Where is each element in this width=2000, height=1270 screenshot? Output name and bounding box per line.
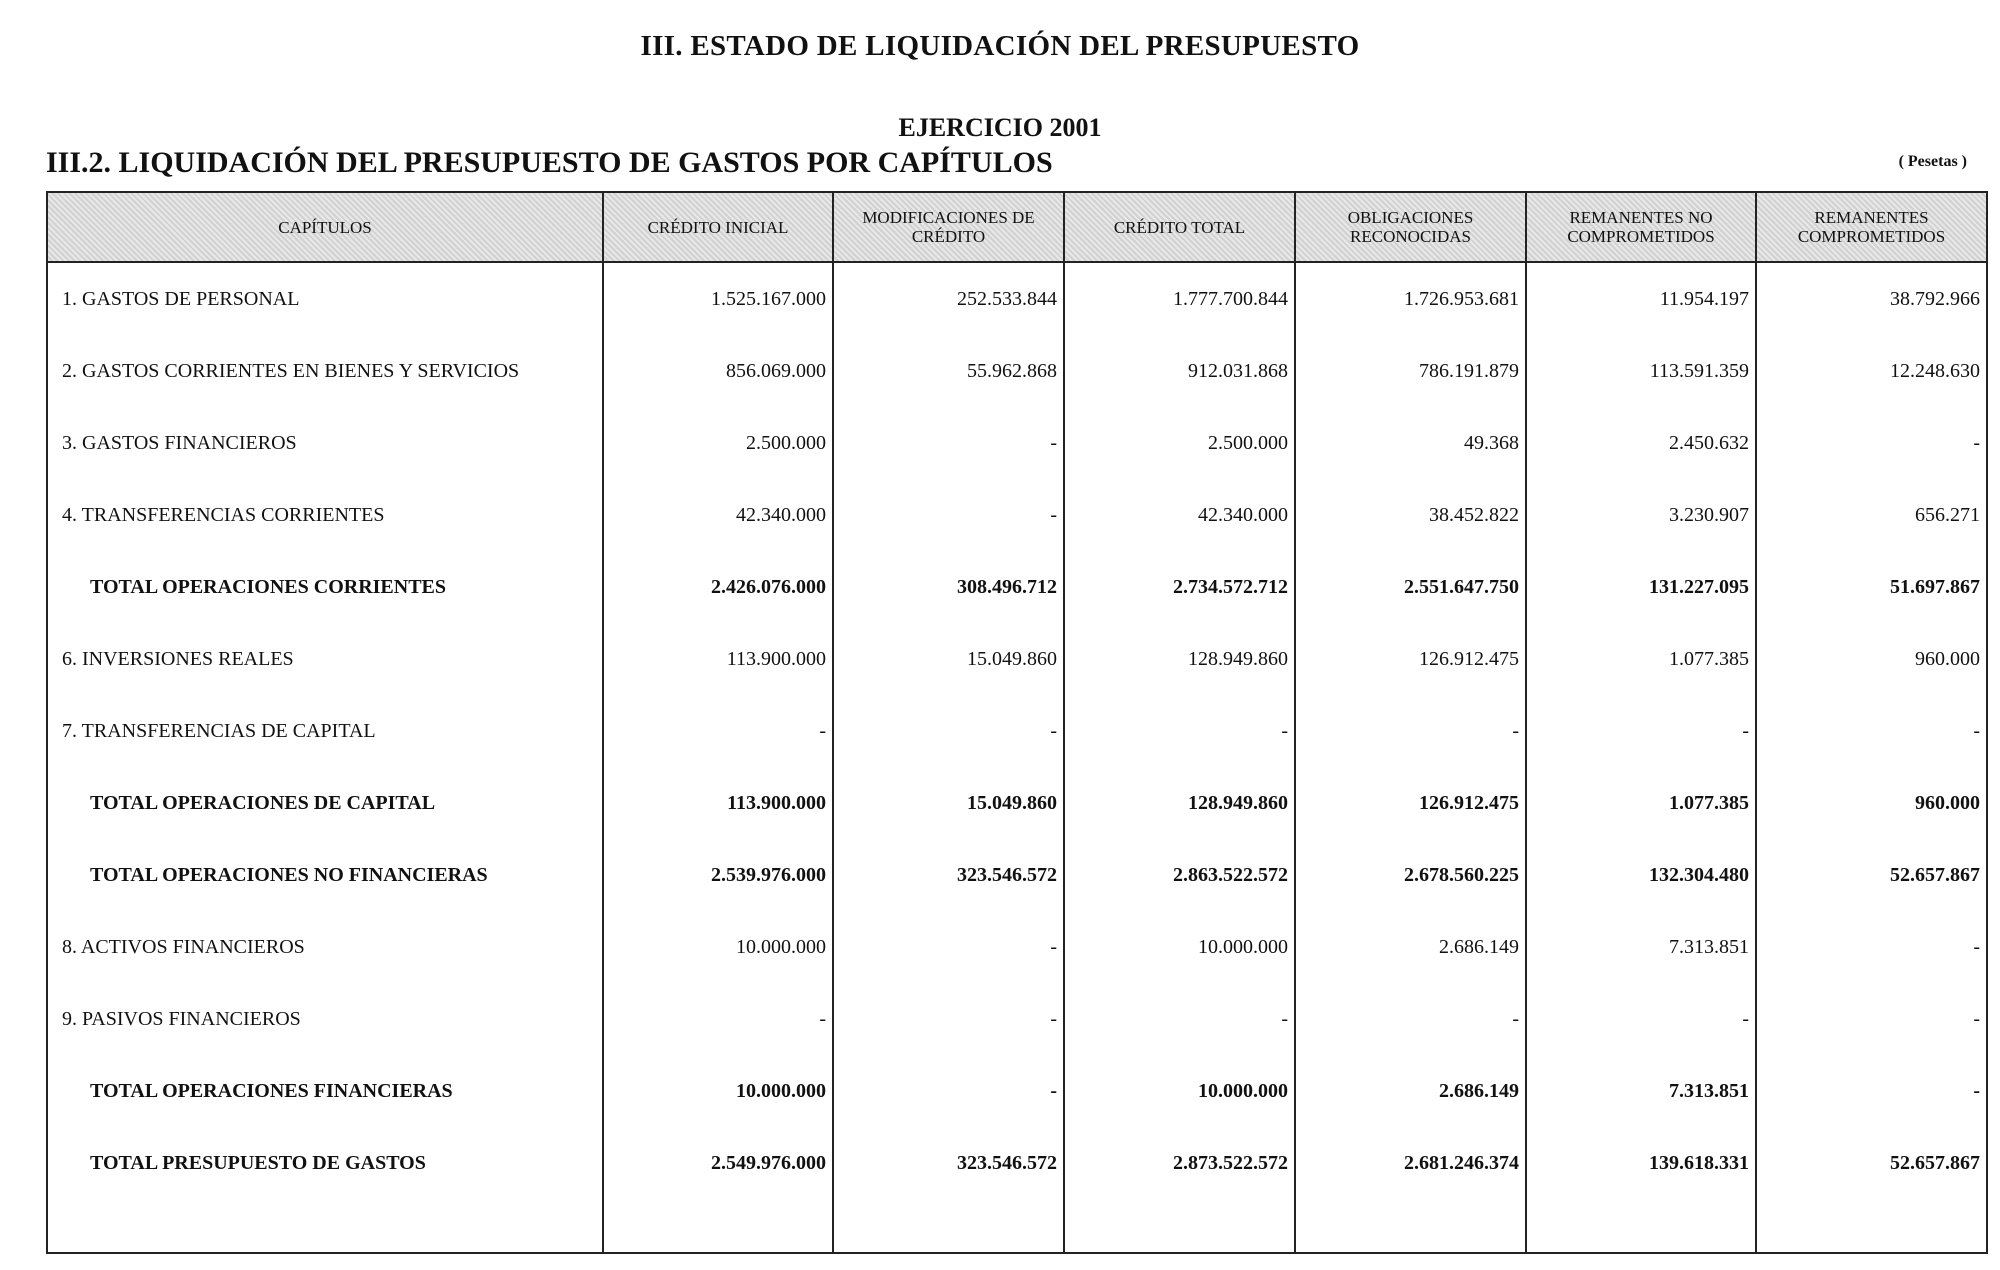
cell-value: 52.657.867 (1756, 839, 1987, 911)
fiscal-year: EJERCICIO 2001 (898, 113, 1102, 142)
row-label: 2. GASTOS CORRIENTES EN BIENES Y SERVICIOS (47, 335, 603, 407)
table-body (47, 262, 1987, 1253)
row-label: TOTAL OPERACIONES CORRIENTES (47, 551, 603, 623)
table-row (47, 983, 1987, 1055)
column-header-modificaciones: MODIFICACIONES DE CRÉDITO (833, 192, 1064, 262)
cell-value: - (1526, 983, 1756, 1055)
blank-cell (1756, 1199, 1987, 1253)
cell-value: 1.726.953.681 (1295, 262, 1526, 335)
cell-value: 12.248.630 (1756, 335, 1987, 407)
cell-value: - (603, 983, 833, 1055)
cell-value: 113.591.359 (1526, 335, 1756, 407)
cell-value: 113.900.000 (603, 623, 833, 695)
currency-units: ( Pesetas ) (1898, 153, 1967, 170)
cell-value: 2.551.647.750 (1295, 551, 1526, 623)
cell-value: 131.227.095 (1526, 551, 1756, 623)
cell-value: - (833, 479, 1064, 551)
table-blank-row (47, 1199, 1987, 1253)
blank-cell (1295, 1199, 1526, 1253)
cell-value: 38.452.822 (1295, 479, 1526, 551)
section-title: III.2. LIQUIDACIÓN DEL PRESUPUESTO DE GASTOS POR CAPÍTULOS (46, 146, 1053, 179)
cell-value: 1.077.385 (1526, 623, 1756, 695)
cell-value: 1.777.700.844 (1064, 262, 1295, 335)
cell-value: 2.734.572.712 (1064, 551, 1295, 623)
blank-cell (47, 1199, 603, 1253)
cell-value: 10.000.000 (1064, 911, 1295, 983)
cell-value: 132.304.480 (1526, 839, 1756, 911)
column-header-remanentes-comprometidos: REMANENTES COMPROMETIDOS (1756, 192, 1987, 262)
cell-value: 55.962.868 (833, 335, 1064, 407)
cell-value: 128.949.860 (1064, 767, 1295, 839)
column-header-capitulos: CAPÍTULOS (47, 192, 603, 262)
column-header-remanentes-no-comprometidos: REMANENTES NO COMPROMETIDOS (1526, 192, 1756, 262)
cell-value: 49.368 (1295, 407, 1526, 479)
cell-value: 52.657.867 (1756, 1127, 1987, 1199)
column-header-credito-total: CRÉDITO TOTAL (1064, 192, 1295, 262)
cell-value: 10.000.000 (603, 911, 833, 983)
cell-value: - (1756, 695, 1987, 767)
table-header-row (47, 192, 1987, 262)
cell-value: 2.686.149 (1295, 1055, 1526, 1127)
cell-value: 11.954.197 (1526, 262, 1756, 335)
table-total-row (47, 551, 1987, 623)
cell-value: 656.271 (1756, 479, 1987, 551)
cell-value: 7.313.851 (1526, 911, 1756, 983)
cell-value: 3.230.907 (1526, 479, 1756, 551)
cell-value: 2.426.076.000 (603, 551, 833, 623)
cell-value: 1.525.167.000 (603, 262, 833, 335)
table-row (47, 695, 1987, 767)
cell-value: 10.000.000 (603, 1055, 833, 1127)
row-label: 8. ACTIVOS FINANCIEROS (47, 911, 603, 983)
cell-value: - (1756, 983, 1987, 1055)
row-label: 1. GASTOS DE PERSONAL (47, 262, 603, 335)
cell-value: 2.686.149 (1295, 911, 1526, 983)
cell-value: - (833, 911, 1064, 983)
row-label: 3. GASTOS FINANCIEROS (47, 407, 603, 479)
cell-value: 308.496.712 (833, 551, 1064, 623)
cell-value: 856.069.000 (603, 335, 833, 407)
cell-value: 2.873.522.572 (1064, 1127, 1295, 1199)
row-label: 6. INVERSIONES REALES (47, 623, 603, 695)
cell-value: - (1756, 407, 1987, 479)
cell-value: - (1756, 1055, 1987, 1127)
cell-value: 960.000 (1756, 623, 1987, 695)
blank-cell (603, 1199, 833, 1253)
cell-value: 7.313.851 (1526, 1055, 1756, 1127)
cell-value: 51.697.867 (1756, 551, 1987, 623)
row-label: 4. TRANSFERENCIAS CORRIENTES (47, 479, 603, 551)
cell-value: 38.792.966 (1756, 262, 1987, 335)
cell-value: - (833, 1055, 1064, 1127)
cell-value: 128.949.860 (1064, 623, 1295, 695)
cell-value: 2.549.976.000 (603, 1127, 833, 1199)
cell-value: 2.539.976.000 (603, 839, 833, 911)
row-label: TOTAL PRESUPUESTO DE GASTOS (47, 1127, 603, 1199)
cell-value: 2.863.522.572 (1064, 839, 1295, 911)
budget-table (46, 191, 1988, 1254)
cell-value: 126.912.475 (1295, 623, 1526, 695)
table-row (47, 407, 1987, 479)
cell-value: 15.049.860 (833, 623, 1064, 695)
cell-value: 912.031.868 (1064, 335, 1295, 407)
cell-value: 252.533.844 (833, 262, 1064, 335)
table-total-row (47, 1055, 1987, 1127)
blank-cell (833, 1199, 1064, 1253)
cell-value: 2.450.632 (1526, 407, 1756, 479)
cell-value: - (833, 983, 1064, 1055)
table-row (47, 262, 1987, 335)
cell-value: - (1064, 983, 1295, 1055)
row-label: 7. TRANSFERENCIAS DE CAPITAL (47, 695, 603, 767)
cell-value: - (1295, 983, 1526, 1055)
cell-value: - (1295, 695, 1526, 767)
cell-value: - (603, 695, 833, 767)
column-header-obligaciones: OBLIGACIONES RECONOCIDAS (1295, 192, 1526, 262)
table-total-row (47, 767, 1987, 839)
cell-value: 2.500.000 (603, 407, 833, 479)
cell-value: - (833, 407, 1064, 479)
cell-value: - (833, 695, 1064, 767)
table-row (47, 911, 1987, 983)
column-header-credito-inicial: CRÉDITO INICIAL (603, 192, 833, 262)
cell-value: 10.000.000 (1064, 1055, 1295, 1127)
cell-value: 2.678.560.225 (1295, 839, 1526, 911)
cell-value: 2.500.000 (1064, 407, 1295, 479)
table-total-row (47, 839, 1987, 911)
cell-value: 323.546.572 (833, 1127, 1064, 1199)
main-title: III. ESTADO DE LIQUIDACIÓN DEL PRESUPUESTO (640, 30, 1360, 62)
row-label: TOTAL OPERACIONES DE CAPITAL (47, 767, 603, 839)
row-label: 9. PASIVOS FINANCIEROS (47, 983, 603, 1055)
cell-value: 126.912.475 (1295, 767, 1526, 839)
table-row (47, 479, 1987, 551)
cell-value: - (1756, 911, 1987, 983)
cell-value: 113.900.000 (603, 767, 833, 839)
cell-value: 42.340.000 (603, 479, 833, 551)
cell-value: 2.681.246.374 (1295, 1127, 1526, 1199)
cell-value: - (1064, 695, 1295, 767)
cell-value: 786.191.879 (1295, 335, 1526, 407)
table-total-row (47, 1127, 1987, 1199)
table-row (47, 623, 1987, 695)
table-row (47, 335, 1987, 407)
blank-cell (1064, 1199, 1295, 1253)
cell-value: 960.000 (1756, 767, 1987, 839)
cell-value: 15.049.860 (833, 767, 1064, 839)
cell-value: 323.546.572 (833, 839, 1064, 911)
cell-value: 1.077.385 (1526, 767, 1756, 839)
cell-value: 139.618.331 (1526, 1127, 1756, 1199)
blank-cell (1526, 1199, 1756, 1253)
row-label: TOTAL OPERACIONES FINANCIERAS (47, 1055, 603, 1127)
row-label: TOTAL OPERACIONES NO FINANCIERAS (47, 839, 603, 911)
cell-value: - (1526, 695, 1756, 767)
cell-value: 42.340.000 (1064, 479, 1295, 551)
